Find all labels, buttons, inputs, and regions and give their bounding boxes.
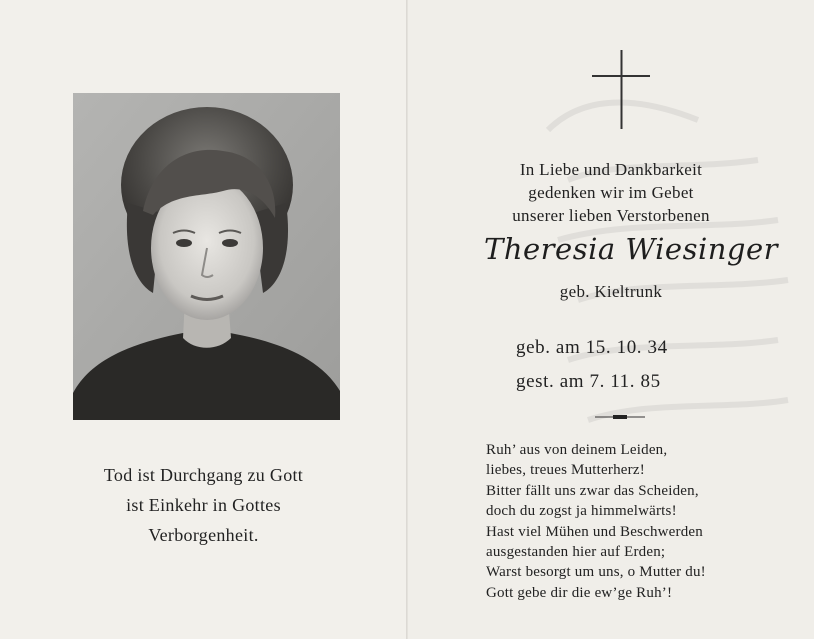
poem-line: Hast viel Mühen und Beschwerden <box>486 523 703 540</box>
poem-line: liebes, treues Mutterherz! <box>486 462 645 479</box>
intro-text <box>408 158 814 227</box>
poem-line: Ruh’ aus von deinem Leiden, <box>486 442 668 458</box>
intro-line: In Liebe und Dankbarkeit <box>519 160 703 179</box>
life-dates <box>516 331 668 399</box>
portrait-photo <box>73 93 340 420</box>
birth-date: geb. am 15. 10. 34 <box>516 337 668 358</box>
right-page <box>408 0 814 639</box>
memorial-poem <box>486 440 706 603</box>
deceased-name: Theresia Wiesinger <box>483 232 779 266</box>
maiden-name: geb. Kieltrunk <box>559 282 663 301</box>
memorial-quote <box>0 460 407 550</box>
cross-icon <box>592 50 652 130</box>
show-through-script <box>528 70 808 490</box>
quote-line: Verborgenheit. <box>148 525 259 545</box>
intro-line: unserer lieben Verstorbenen <box>512 206 710 225</box>
intro-line: gedenken wir im Gebet <box>528 183 694 202</box>
quote-line: Tod ist Durchgang zu Gott <box>103 465 304 485</box>
poem-line: Gott gebe dir die ew’ge Ruh’! <box>486 584 673 601</box>
poem-line: Warst besorgt um uns, o Mutter du! <box>486 564 706 581</box>
poem-line: Bitter fällt uns zwar das Scheiden, <box>486 482 699 499</box>
quote-line: ist Einkehr in Gottes <box>126 495 281 515</box>
poem-line: doch du zogst ja himmelwärts! <box>486 503 677 520</box>
ornament-divider-icon <box>595 414 645 420</box>
poem-line: ausgestanden hier auf Erden; <box>486 544 666 561</box>
death-date: gest. am 7. 11. 85 <box>516 371 661 392</box>
